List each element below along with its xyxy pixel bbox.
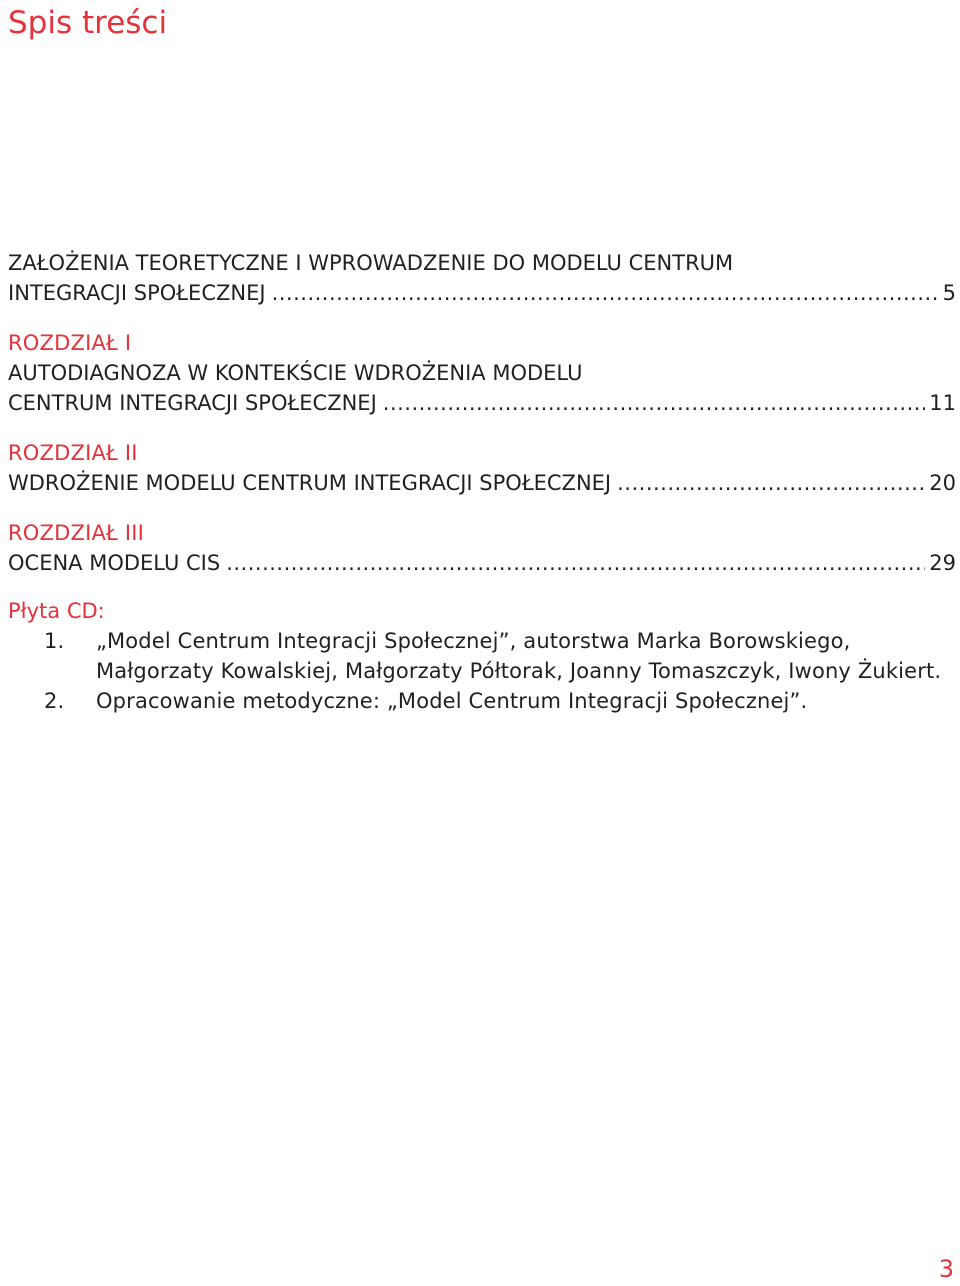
- toc-page-number: 20: [929, 471, 956, 495]
- list-item-text: „Model Centrum Integracji Społecznej”, autorstwa Marka Borowskiego, Małgorzaty Kowalskiej, Małgorzaty Półtorak, Joanny Tomaszczyk, Iwony Żukiert.: [96, 629, 942, 683]
- dot-leader: [272, 278, 939, 308]
- toc-page-number: 11: [929, 391, 956, 415]
- chapter-label: ROZDZIAŁ III: [8, 521, 145, 545]
- list-item: [8, 686, 956, 716]
- table-of-contents: [8, 248, 956, 716]
- toc-entry-title: CENTRUM INTEGRACJI SPOŁECZNEJ: [8, 391, 377, 415]
- toc-entry-title-line1: AUTODIAGNOZA W KONTEKŚCIE WDROŻENIA MODELU: [8, 361, 583, 385]
- page-title: Spis treści: [8, 5, 168, 41]
- chapter-label: ROZDZIAŁ II: [8, 441, 138, 465]
- page-number: 3: [938, 1255, 954, 1283]
- cd-heading: Płyta CD:: [8, 599, 105, 623]
- dot-leader: [226, 548, 925, 578]
- list-item-number: 1.: [44, 629, 65, 653]
- toc-entry-title-line: [8, 548, 956, 578]
- toc-page-number: 5: [942, 281, 956, 305]
- toc-entry-title: WDROŻENIE MODELU CENTRUM INTEGRACJI SPOŁECZNEJ: [8, 471, 612, 495]
- toc-page-number: 29: [929, 551, 956, 575]
- toc-entry-intro[interactable]: [8, 248, 956, 308]
- list-item-text: Opracowanie metodyczne: „Model Centrum Integracji Społecznej”.: [96, 689, 808, 713]
- toc-entry-title-line2: [8, 278, 956, 308]
- cd-list: [8, 626, 956, 716]
- dot-leader: [617, 468, 925, 498]
- chapter-label: ROZDZIAŁ I: [8, 331, 132, 355]
- list-item: [8, 626, 956, 686]
- toc-entry-title-line1: ZAŁOŻENIA TEORETYCZNE I WPROWADZENIE DO MODELU CENTRUM: [8, 251, 734, 275]
- toc-entry-title-line: [8, 468, 956, 498]
- list-item-number: 2.: [44, 689, 65, 713]
- toc-entry-chapter-3[interactable]: [8, 518, 956, 578]
- toc-entry-title: OCENA MODELU CIS: [8, 551, 221, 575]
- toc-entry-title: INTEGRACJI SPOŁECZNEJ: [8, 281, 266, 305]
- dot-leader: [383, 388, 925, 418]
- toc-entry-title-line2: [8, 388, 956, 418]
- cd-section: [8, 596, 956, 716]
- toc-entry-chapter-2[interactable]: [8, 438, 956, 498]
- toc-entry-chapter-1[interactable]: [8, 328, 956, 418]
